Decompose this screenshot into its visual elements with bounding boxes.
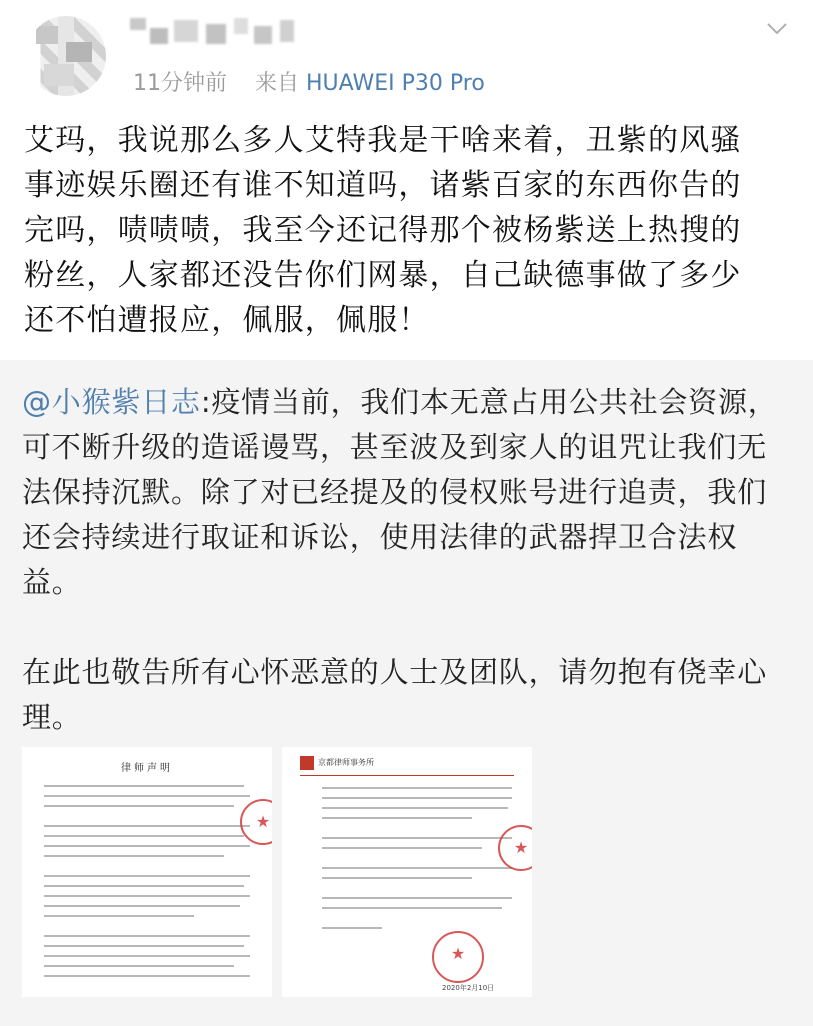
doc2-date: 2020年2月10日 [442,984,495,992]
avatar[interactable] [26,16,106,96]
chevron-down-icon[interactable] [766,22,788,36]
post-source-prefix: 来自 [255,71,300,96]
post-meta [133,66,485,97]
repost-image-1[interactable] [22,747,272,997]
repost-image-2[interactable] [282,747,532,997]
username-blurred[interactable] [120,14,320,56]
seal-stamp [240,799,272,845]
seal-stamp [498,825,532,871]
repost-card[interactable] [0,360,813,1026]
doc2-firm: 京都律师事务所 [318,758,374,767]
repost-author-mention[interactable]: @小猴紫日志 [22,385,201,419]
post-time: 11分钟前 [133,71,227,96]
post-body: 艾玛，我说那么多人艾特我是干啥来着，丑紫的风骚 事迹娱乐圈还有谁不知道吗，诸紫百家的东西你告的 完吗，啧啧啧，我至今还记得那个被杨紫送上热搜的 粉丝，人家都还没告你们网暴，自己缺德事做了多少 还不怕遭报应，佩服，佩服！ [24,123,742,338]
law-firm-logo-icon [300,756,314,770]
repost-image-grid [22,747,542,997]
doc1-title: 律师声明 [121,763,173,774]
repost-body [22,380,792,740]
repost-paragraph-2: 在此也敬告所有心怀恶意的人士及团队，请勿抱有侥幸心理。 [22,655,768,734]
repost-paragraph-1: :疫情当前，我们本无意占用公共社会资源，可不断升级的造谣谩骂，甚至波及到家人的诅咒让我们无法保持沉默。除了对已经提及的侵权账号进行追责，我们还会持续进行取证和诉讼，使用法律的武器捍卫合法权益。 [22,385,778,599]
post-device-link[interactable]: HUAWEI P30 Pro [306,71,485,96]
seal-stamp [432,931,484,983]
